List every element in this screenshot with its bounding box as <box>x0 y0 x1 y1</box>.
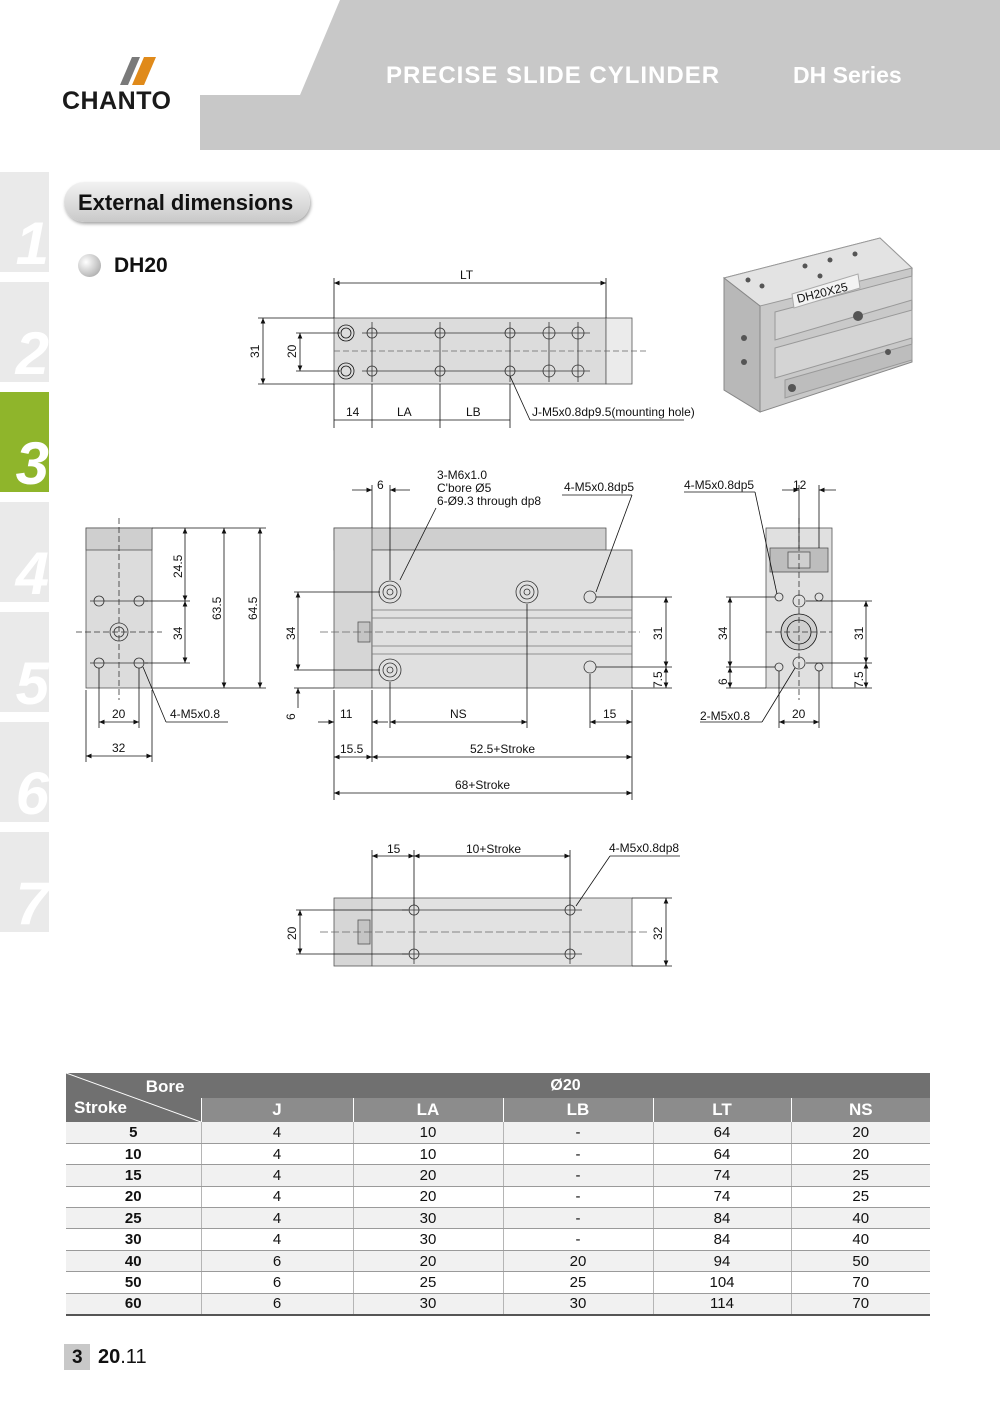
dim-24-5-label: 24.5 <box>171 554 185 578</box>
chapter-number-box: 3 <box>64 1344 90 1370</box>
table-row: 20 4 20 - 74 25 <box>66 1186 930 1207</box>
page-title: PRECISE SLIDE CYLINDER <box>386 62 721 89</box>
dim-6-top-label: 6 <box>377 478 384 492</box>
table-corner-header: Bore Stroke <box>66 1073 201 1122</box>
dim-lb-label: LB <box>466 405 481 419</box>
end-thread-note-2: 2-M5x0.8 <box>700 709 751 723</box>
table-row: 5 4 10 - 64 20 <box>66 1122 930 1143</box>
dim-7-5-front-label: 7.5 <box>651 671 665 688</box>
dim-10-stroke-label: 10+Stroke <box>466 842 522 856</box>
chapter-tab-5[interactable]: 5 <box>0 612 49 712</box>
table-row: 25 4 30 - 84 40 <box>66 1208 930 1229</box>
dim-20-end-label: 20 <box>792 707 806 721</box>
chapter-tab-2[interactable]: 2 <box>0 282 49 382</box>
dim-63-5-label: 63.5 <box>210 596 224 620</box>
chapter-tab-6[interactable]: 6 <box>0 722 49 822</box>
dim-lt-label: LT <box>460 268 474 282</box>
dim-15-5-label: 15.5 <box>340 742 364 756</box>
chapter-tab-3[interactable]: 3 <box>0 392 49 492</box>
table-row: 40 6 20 20 94 50 <box>66 1250 930 1271</box>
dim-32-side-label: 32 <box>112 741 126 755</box>
end-thread-note: 4-M5x0.8dp5 <box>684 478 755 492</box>
dim-ns-label: NS <box>450 707 467 721</box>
table-row: 15 4 20 - 74 25 <box>66 1165 930 1186</box>
table-row: 30 4 30 - 84 40 <box>66 1229 930 1250</box>
bottom-thread-note: 4-M5x0.8dp8 <box>609 841 680 855</box>
dim-68-stroke-label: 68+Stroke <box>455 778 511 792</box>
dim-15-label: 15 <box>603 707 617 721</box>
dim-52-5-stroke-label: 52.5+Stroke <box>470 742 536 756</box>
side-thread-note: 4-M5x0.8 <box>170 707 221 721</box>
dim-14-label: 14 <box>346 405 360 419</box>
dim-6-end-label: 6 <box>716 678 730 685</box>
dim-20-label: 20 <box>285 344 299 358</box>
column-header: LA <box>353 1098 503 1122</box>
dim-6-bottom-label: 6 <box>284 713 298 720</box>
column-header: J <box>201 1098 353 1122</box>
chapter-tab-1[interactable]: 1 <box>0 172 49 272</box>
dim-7-5-end-label: 7.5 <box>852 671 866 688</box>
page-number: 20.11 <box>98 1346 147 1368</box>
counterbore-note-3: 6-Ø9.3 through dp8 <box>437 494 542 508</box>
dim-20-bottom-label: 20 <box>285 926 299 940</box>
chapter-tab-7[interactable]: 7 <box>0 832 49 932</box>
dim-31-front-label: 31 <box>651 626 665 640</box>
dim-la-label: LA <box>397 405 412 419</box>
product-photo <box>724 238 912 412</box>
bore-header: Ø20 <box>201 1073 930 1098</box>
column-header: LB <box>503 1098 653 1122</box>
dim-31-end-label: 31 <box>852 626 866 640</box>
table-row: 10 4 10 - 64 20 <box>66 1143 930 1164</box>
product-label: DH20X25 <box>795 279 850 306</box>
dimension-table <box>66 1073 930 1316</box>
dim-32-bottom-label: 32 <box>651 926 665 940</box>
dim-15-bottom-label: 15 <box>387 842 401 856</box>
brand-name: CHANTO <box>62 87 172 115</box>
table-row: 60 6 30 30 114 70 <box>66 1293 930 1314</box>
dim-20-side-label: 20 <box>112 707 126 721</box>
dim-64-5-label: 64.5 <box>246 596 260 620</box>
dim-11-label: 11 <box>340 707 353 721</box>
dim-34-front-label: 34 <box>284 626 298 640</box>
section-title: External dimensions <box>64 182 310 222</box>
column-header: NS <box>791 1098 930 1122</box>
dim-34-side-label: 34 <box>171 626 185 640</box>
dim-31-label: 31 <box>248 344 262 358</box>
chapter-tab-4[interactable]: 4 <box>0 502 49 602</box>
counterbore-note-1: 3-M6x1.0 <box>437 468 488 482</box>
column-header: LT <box>653 1098 791 1122</box>
table-row: 50 6 25 25 104 70 <box>66 1272 930 1293</box>
dim-12-label: 12 <box>793 478 807 492</box>
mounting-hole-note: J-M5x0.8dp9.5(mounting hole) <box>532 405 695 419</box>
dim-34-end-label: 34 <box>716 626 730 640</box>
front-thread-note: 4-M5x0.8dp5 <box>564 480 635 494</box>
series-name: DH Series <box>793 62 902 88</box>
counterbore-note-2: C'bore Ø5 <box>437 481 492 495</box>
